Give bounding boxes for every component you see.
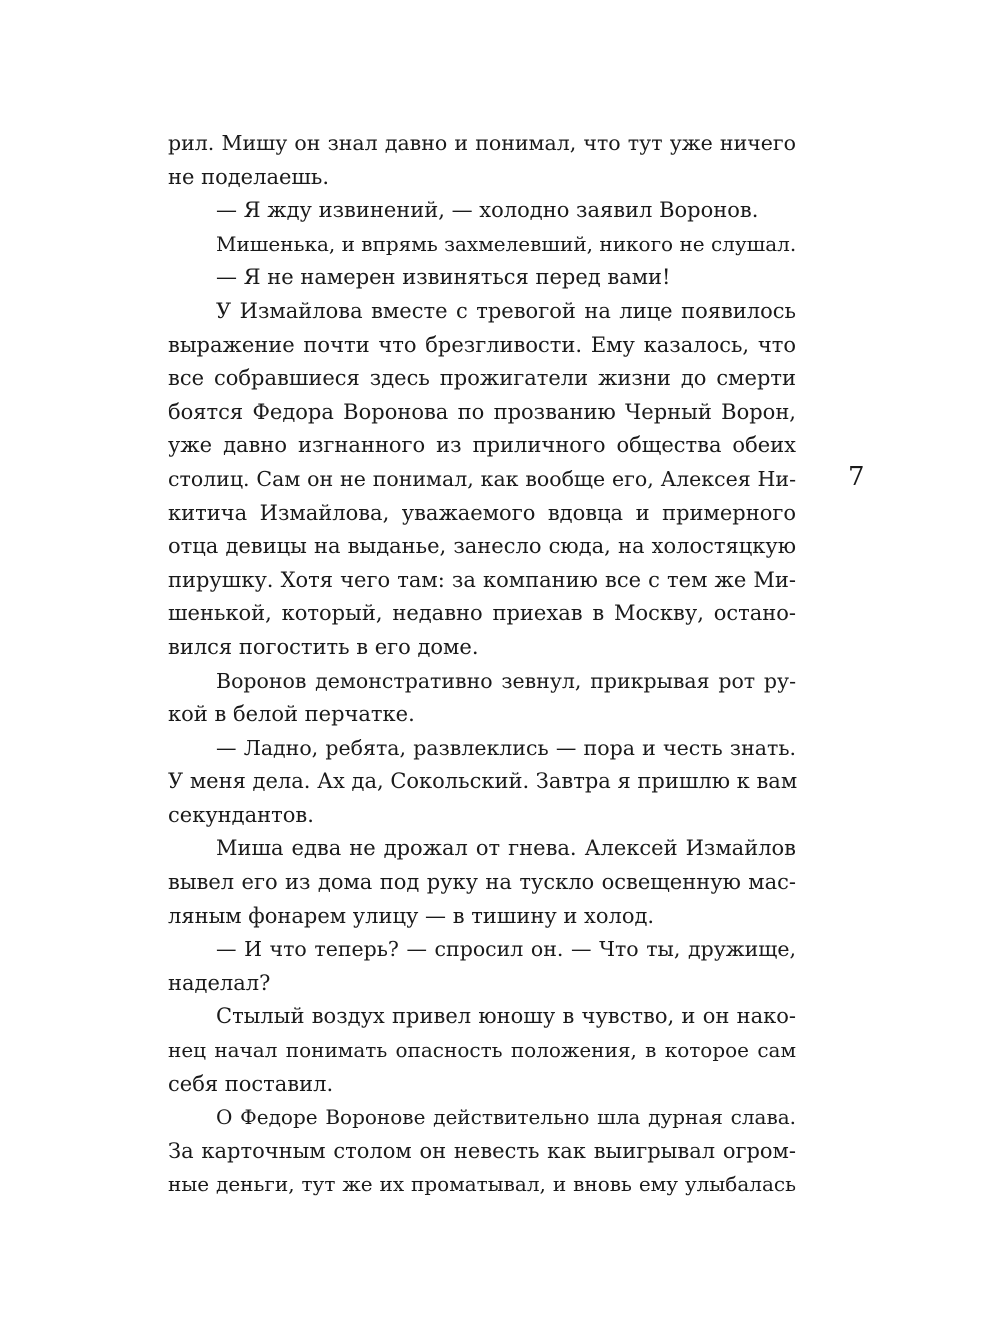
page-number: 7 [848,462,865,492]
text-line: отца девицы на выданье, занесло сюда, на холостяцкую [168,534,796,559]
text-line: шенькой, который, недавно приехав в Москву, остано- [168,601,796,626]
text-line: столиц. Сам он не понимал, как вообще его, Алексея Ни- [168,466,796,491]
text-line: — Я жду извинений, — холодно заявил Воронов. [216,198,759,223]
text-line: все собравшиеся здесь прожигатели жизни до смерти [168,366,796,391]
text-line: кой в белой перчатке. [168,702,415,727]
text-line: ные деньги, тут же их проматывал, и вновь ему улыбалась [168,1172,796,1197]
text-line: — Я не намерен извиняться перед вами! [216,265,671,290]
text-line: выражение почти что брезгливости. Ему казалось, что [168,332,796,357]
text-line: китича Измайлова, уважаемого вдовца и примерного [168,500,796,525]
text-line: себя поставил. [168,1071,334,1096]
text-line: секундантов. [168,802,314,827]
text-line: — И что теперь? — спросил он. — Что ты, дружище, [216,937,796,962]
text-line: Стылый воздух привел юношу в чувство, и он нако- [216,1004,796,1029]
text-line: — Ладно, ребята, развлеклись — пора и честь знать. [216,735,796,760]
text-line: пирушку. Хотя чего там: за компанию все с тем же Ми- [168,567,796,592]
text-line: У меня дела. Ах да, Сокольский. Завтра я пришлю к вам [168,769,798,794]
text-line: боятся Федора Воронова по прозванию Черный Ворон, [168,399,796,424]
text-line: вился погостить в его доме. [168,634,479,659]
text-line: Мишенька, и впрямь захмелевший, никого не слушал. [216,231,797,256]
text-line: рил. Мишу он знал давно и понимал, что тут уже ничего [168,131,796,155]
text-line: вывел его из дома под руку на тускло освещенную мас- [168,870,796,895]
body-text [168,127,796,1202]
text-line: не поделаешь. [168,164,330,189]
text-line: Воронов демонстративно зевнул, прикрывая рот ру- [216,668,796,693]
text-line: ляным фонарем улицу — в тишину и холод. [168,903,655,928]
text-line: наделал? [168,970,271,995]
text-line: За карточным столом он невесть как выигрывал огром- [168,1138,796,1163]
text-line: О Федоре Воронове действительно шла дурная слава. [216,1105,796,1130]
text-line: нец начал понимать опасность положения, в которое сам [168,1038,796,1063]
text-line: У Измайлова вместе с тревогой на лице появилось [216,298,796,323]
text-line: Миша едва не дрожал от гнева. Алексей Измайлов [216,836,796,861]
text-line: уже давно изгнанного из приличного общества обеих [168,433,796,458]
